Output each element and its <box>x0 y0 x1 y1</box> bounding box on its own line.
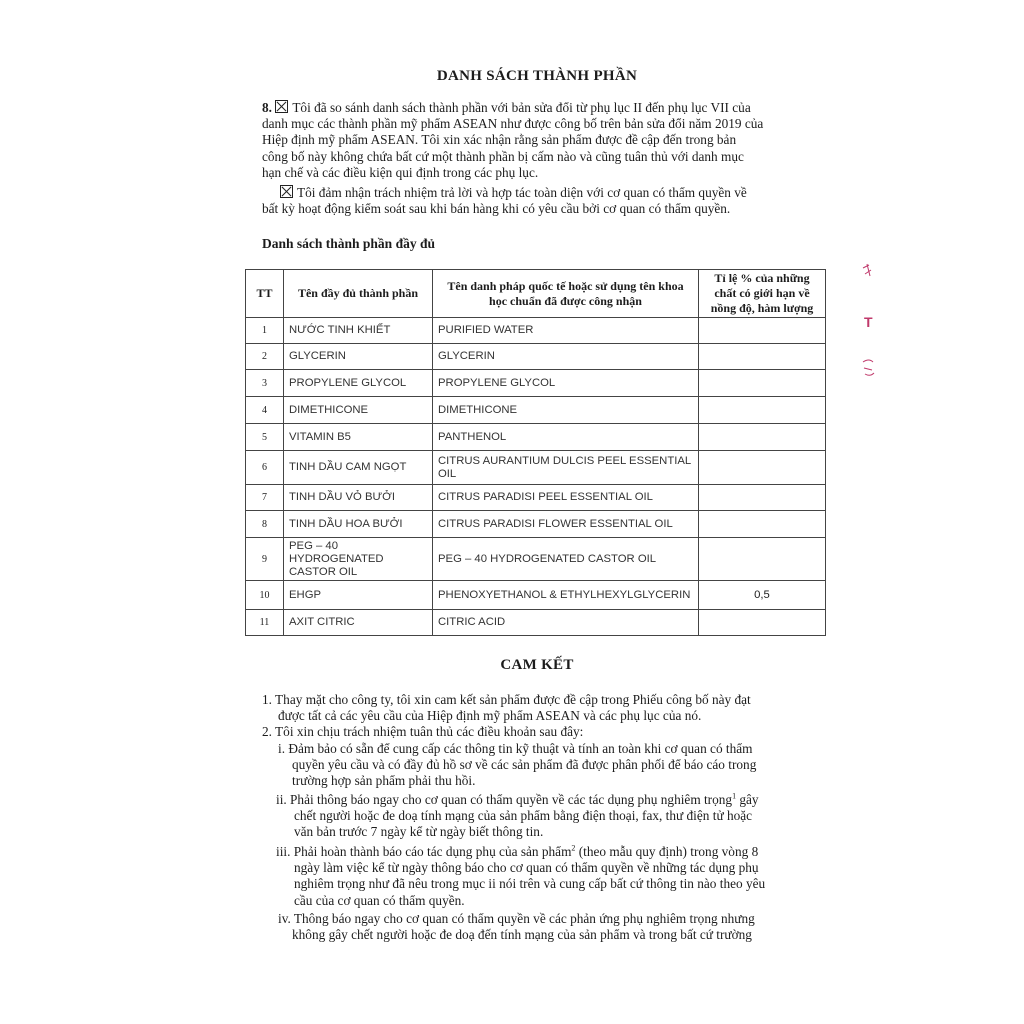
row-number: 2 <box>246 344 284 370</box>
row-number: 3 <box>246 370 284 397</box>
inci-name: CITRUS PARADISI FLOWER ESSENTIAL OIL <box>433 511 699 538</box>
ingredient-name: EHGP <box>284 581 433 610</box>
ingredient-name: NƯỚC TINH KHIẾT <box>284 318 433 344</box>
inci-name: PROPYLENE GLYCOL <box>433 370 699 397</box>
row-number: 10 <box>246 581 284 610</box>
percent-value <box>699 344 826 370</box>
commitment-sub-ii: ii. Phải thông báo ngay cho cơ quan có thẩm quyền về các tác dụng phụ nghiêm trọng$^1$ gây chết người hoặc đe doạ tính mạng của sản phẩm bằng điện thoại, fax, thư điện tử hoặc văn bản trước 7 ngày kể từ ngày biết thông tin. <box>276 791 759 840</box>
table-row <box>246 318 826 344</box>
page-title: DANH SÁCH THÀNH PHẦN <box>436 68 638 84</box>
declaration-paragraph-2: Tôi đảm nhận trách nhiệm trả lời và hợp tác toàn diện với cơ quan có thẩm quyền về bất kỳ hoạt động kiểm soát sau khi bán hàng khi có yêu cầu bởi cơ quan có thẩm quyền. <box>262 185 747 217</box>
percent-value <box>699 511 826 538</box>
percent-value <box>699 451 826 485</box>
declaration-number: 8. <box>262 100 272 115</box>
ingredient-name: TINH DẦU HOA BƯỞI <box>284 511 433 538</box>
header-percent: Tỉ lệ % của những chất có giới hạn về nồng độ, hàm lượng <box>699 270 826 318</box>
table-row <box>246 451 826 485</box>
commitment-sub-iv: iv. Thông báo ngay cho cơ quan có thẩm quyền về các phản ứng phụ nghiêm trọng nhưng không gây chết người hoặc đe doạ đến tính mạng của sản phẩm và trong bất cứ trường <box>278 911 755 943</box>
row-number: 9 <box>246 538 284 581</box>
percent-value: 0,5 <box>699 581 826 610</box>
ingredient-table <box>245 269 826 636</box>
section-label: Danh sách thành phần đầy đủ <box>262 236 435 251</box>
ingredient-name: TINH DẦU VỎ BƯỞI <box>284 485 433 511</box>
ingredient-name: AXIT CITRIC <box>284 610 433 636</box>
checked-box-icon <box>280 185 293 198</box>
commitment-sub-i: i. Đảm bảo có sẵn để cung cấp các thông tin kỹ thuật và tính an toàn khi cơ quan có thẩm quyền yêu cầu và có đầy đủ hồ sơ về các sản phẩm đã được phân phối để báo cáo trong trường hợp sản phẩm phải thu hồi. <box>278 741 757 789</box>
commitment-title: CAM KẾT <box>500 657 574 673</box>
table-row <box>246 581 826 610</box>
ingredient-name: PEG – 40 HYDROGENATED CASTOR OIL <box>284 538 433 581</box>
inci-name: PEG – 40 HYDROGENATED CASTOR OIL <box>433 538 699 581</box>
percent-value <box>699 370 826 397</box>
commitment-item-1: 1. Thay mặt cho công ty, tôi xin cam kết sản phẩm được đề cập trong Phiếu công bố này đạt được tất cả các yêu cầu của Hiệp định mỹ phẩm ASEAN và các phụ lục của nó. 2. Tôi xin chịu trách nhiệm tuân thủ các điều khoản sau đây: <box>262 692 822 741</box>
percent-value <box>699 538 826 581</box>
header-tt: TT <box>246 270 284 318</box>
margin-stamp-mark: T <box>864 314 873 330</box>
table-row <box>246 511 826 538</box>
table-row <box>246 538 826 581</box>
row-number: 5 <box>246 424 284 451</box>
ingredient-name: TINH DẦU CAM NGỌT <box>284 451 433 485</box>
ingredient-name: GLYCERIN <box>284 344 433 370</box>
inci-name: CITRUS AURANTIUM DULCIS PEEL ESSENTIAL OIL <box>433 451 699 485</box>
ingredient-name: VITAMIN B5 <box>284 424 433 451</box>
row-number: 1 <box>246 318 284 344</box>
table-row <box>246 610 826 636</box>
table-row <box>246 370 826 397</box>
table-row <box>246 485 826 511</box>
row-number: 11 <box>246 610 284 636</box>
percent-value <box>699 318 826 344</box>
table-row <box>246 344 826 370</box>
inci-name: PURIFIED WATER <box>433 318 699 344</box>
table-row <box>246 397 826 424</box>
row-number: 7 <box>246 485 284 511</box>
header-name: Tên đầy đủ thành phần <box>284 270 433 318</box>
table-row <box>246 424 826 451</box>
commitment-item-2: 2. Tôi xin chịu trách nhiệm tuân thủ các điều khoản sau đây: <box>262 724 584 740</box>
ingredient-name: DIMETHICONE <box>284 397 433 424</box>
inci-name: DIMETHICONE <box>433 397 699 424</box>
inci-name: CITRUS PARADISI PEEL ESSENTIAL OIL <box>433 485 699 511</box>
row-number: 8 <box>246 511 284 538</box>
ingredient-rows <box>246 318 826 636</box>
percent-value <box>699 485 826 511</box>
inci-name: PHENOXYETHANOL & ETHYLHEXYLGLYCERIN <box>433 581 699 610</box>
percent-value <box>699 397 826 424</box>
row-number: 4 <box>246 397 284 424</box>
header-inci: Tên danh pháp quốc tế hoặc sử dụng tên khoa học chuẩn đã được công nhận <box>433 270 699 318</box>
inci-name: CITRIC ACID <box>433 610 699 636</box>
row-number: 6 <box>246 451 284 485</box>
ingredient-name: PROPYLENE GLYCOL <box>284 370 433 397</box>
commitment-sub-iii: iii. Phải hoàn thành báo cáo tác dụng phụ của sản phẩm$^2$ (theo mẫu quy định) trong vòng 8 ngày làm việc kể từ ngày thông báo cho cơ quan có thẩm quyền về những tác dụng phụ nghiêm trọng như đã nêu trong mục ii nói trên và cung cấp bất cứ thông tin nào theo yêu cầu của cơ quan có thẩm quyền. <box>276 843 766 908</box>
percent-value <box>699 424 826 451</box>
inci-name: GLYCERIN <box>433 344 699 370</box>
inci-name: PANTHENOL <box>433 424 699 451</box>
declaration-paragraph-1: 8. Tôi đã so sánh danh sách thành phần với bản sửa đổi từ phụ lục II đến phụ lục VII của danh mục các thành phần mỹ phẩm ASEAN như được công bố trên bản sửa đổi năm 2019 của Hiệp định mỹ phẩm ASEAN. Tôi xin xác nhận rằng sản phẩm được đề cập đến trong bản công bố này không chứa bất cứ một thành phần bị cấm nào và cũng tuân thủ với danh mục hạn chế và các điều kiện qui định trong các phụ lục. <box>262 100 764 180</box>
checked-box-icon <box>275 100 288 113</box>
percent-value <box>699 610 826 636</box>
